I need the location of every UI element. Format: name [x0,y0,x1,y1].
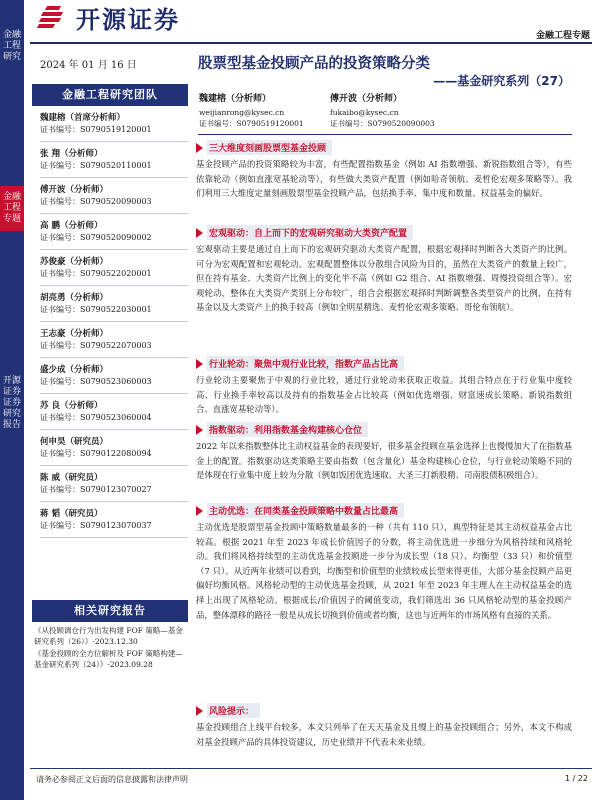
section-title: 三大维度刻画股票型基金投顾 [207,140,332,155]
author-name: 傅开波（分析师） [330,94,403,104]
analyst-cert: 证书编号：S0790519120001 [40,124,188,142]
bullet-triangle-icon [196,706,203,716]
analyst-name: 张 翔（分析师） [40,149,103,159]
team-heading: 金融工程研究团队 [32,84,188,106]
bullet-triangle-icon [196,228,203,238]
analyst-cert: 证书编号：S0790522020001 [40,268,188,286]
analyst-item [32,148,188,178]
author-email[interactable]: fukaibo@kysec.cn [330,108,399,117]
section-dimensions [196,140,572,201]
section-macro [196,225,572,315]
analyst-name: 何申昊（研究员） [40,437,109,447]
section-risk [196,703,572,749]
analyst-cert: 证书编号：S0790523060004 [40,412,188,430]
author-block [199,94,304,129]
analyst-cert: 证书编号：S0790122080094 [40,448,188,466]
section-industry [196,356,572,417]
bullet-triangle-icon [196,359,203,369]
analyst-panel [32,84,188,538]
author-name: 魏建榕（分析师） [199,94,272,104]
analyst-name: 盛少成（分析师） [40,365,109,375]
brand-logo [38,2,180,32]
bullet-triangle-icon [196,506,203,516]
analyst-name: 高 鹏（分析师） [40,221,103,231]
analyst-cert: 证书编号：S0790123070037 [40,520,188,538]
analyst-item [32,184,188,214]
logo-text: 开源证券 [76,5,180,34]
header-tag: 金融工程专题 [535,31,590,41]
analyst-name: 苏 良（分析师） [40,401,103,411]
author-email[interactable]: weijianrong@kysec.cn [199,108,285,117]
analyst-item [32,436,188,466]
section-body: 宏观驱动主要是通过自上而下的宏观研究驱动大类资产配置，根据宏观择时判断各大类资产的比例。可分为宏观配置和宏观轮动。宏观配置整体以分散组合风险为目的，虽然在大类资产的数量上较广，但在持有基金、大类资产比例上的变化半不高（例如 G2 组合、AI 指数增强、周慢投资组合等）。宏观轮动，整体在大类资产类别上分布较广，组合会根据宏观择时判断调整各类型资产的比例，在持有基金以及大类资产上的换手较高（例如全明星精选、麦哲伦宏观多策略、哥伦布领航）。 [196,244,572,313]
side-label-research: 金融工程研究 [2,30,21,62]
author-divider [198,134,572,135]
section-body: 基金投顾产品的投资策略较为丰富，有些配置指数基金（例如 AI 指数增强、新锐指数组合等），有些依靠轮动（例如直涨宽基轮动等），有些做大类资产配置（例如哈奇领航、麦哲伦宏观多策略等）。我们利用三大维度定量刻画股票型基金投顾产品，包括换手率、集中度和数量、权益基金的偏好。 [196,159,572,199]
side-label-topic: 金融工程专题 [0,186,24,231]
analyst-item [32,256,188,286]
analyst-item [32,364,188,394]
section-title: 宏观驱动：自上而下的宏观研究驱动大类资产配置 [207,225,413,240]
section-index [196,422,572,483]
logo-mark-icon [38,4,70,30]
analyst-name: 胡亮勇（分析师） [40,293,109,303]
section-body: 2022 年以来指数整体比主动权益基金的表现要好，很多基金投顾在基金选择上也慢慢加大了在指数基金上的配置。指数驱动这类策略主要由指数（包含量化）基金构建核心仓位，与行业轮动策略不同的是体现在行业集中度上较为分散（例如饭团优选速取、大圣三打新股精、司南股债积极组合）。 [196,441,572,481]
page-number: 1 / 22 [564,774,588,783]
section-body: 主动优选是股票型基金投顾中策略数量最多的一种（共有 110 只），典型特征是其主动权益基金占比较高。根据 2021 年至 2023 年成长价值因子的分数，将主动优选进一步细分为风格持续和风格轮动。我们将风格持续型的主动优选基金投顾进一步分为成长型（18 只）、均衡型（33 只）和价值型（7 只）。从近两年业绩可以看到，均衡型和价值型的业绩较成长型来得更佳，大部分基金投顾产品更偏好均衡风格。风格轮动型的主动优选基金投顾，从 2021 年至 2023 年主理人在主动权益基金的选择上出现了风格轮动。根据成长/价值因子的阈值变动，我们筛选出 36 只风格轮动型的基金投顾产品，整体漂移的路径一般是从成长切换到价值或者均衡，这也与近两年的市场风格有直接的关系。 [196,522,572,620]
analyst-cert: 证书编号：S0790520090003 [40,196,188,214]
analyst-name: 傅开波（分析师） [40,185,109,195]
report-subtitle: ——基金研究系列（27） [433,74,570,88]
section-title: 主动优选：在同类基金投顾策略中数量占比最高 [207,503,404,518]
analyst-name: 苏俊豪（分析师） [40,257,109,267]
related-list [34,626,188,672]
report-date: 2024 年 01 月 16 日 [40,60,137,71]
analyst-cert: 证书编号：S0790523060003 [40,376,188,394]
bullet-triangle-icon [196,425,203,435]
footer-divider [30,768,592,769]
analyst-cert: 证书编号：S0790522070003 [40,340,188,358]
analyst-item [32,328,188,358]
section-active [196,503,572,622]
author-cert: 证书编号：S0790520090003 [330,119,435,128]
analyst-item [32,220,188,250]
analyst-item [32,292,188,322]
section-title: 风险提示： [207,703,260,718]
analyst-item [32,112,188,142]
section-title: 行业轮动：聚焦中观行业比较，指数产品占比高 [207,356,404,371]
side-strip [0,0,24,800]
analyst-item [32,508,188,538]
analyst-name: 魏建榕（首席分析师） [40,113,126,123]
bullet-triangle-icon [196,143,203,153]
analyst-name: 陈 威（研究员） [40,473,103,483]
analyst-cert: 证书编号：S0790520090002 [40,232,188,250]
author-cert: 证书编号：S0790519120001 [199,119,304,128]
related-report-link[interactable]: 《基金投顾的全方位解析及 FOF 策略构建—基金研究系列（24）》-2023.09.28 [34,649,183,669]
analyst-cert: 证书编号：S0790520110001 [40,160,188,178]
analyst-name: 蒋 韬（研究员） [40,509,103,519]
analyst-cert: 证书编号：S0790123070027 [40,484,188,502]
related-heading: 相关研究报告 [32,600,188,622]
analyst-item [32,400,188,430]
analyst-cert: 证书编号：S0790522030001 [40,304,188,322]
related-report-link[interactable]: 《从投顾调仓行为出发构建 FOF 策略—基金研究系列（26）》-2023.12.30 [34,626,183,646]
analyst-name: 王志豪（分析师） [40,329,109,339]
section-title: 指数驱动：利用指数基金构建核心仓位 [207,422,368,437]
author-block [330,94,435,129]
footer-disclaimer: 请务必参阅正文后面的信息披露和法律声明 [36,775,188,784]
report-title: 股票型基金投顾产品的投资策略分类 [198,56,430,72]
header-divider [30,42,592,44]
section-body: 基金投顾组合上线平台较多，本文只列举了在天天基金及且慢上的基金投顾组合；另外，本文不构成对基金投顾产品的具体投资建议，历史业绩并不代表未来业绩。 [196,722,572,747]
section-body: 行业轮动主要聚焦于中观的行业比较，通过行业轮动来获取正收益。其组合特点在于行业集中度较高、行业换手率较高以及持有的指数基金占比较高（例如优选增强、财富速成长策略、新锐指数组合、直涨宽基轮动等）。 [196,375,572,415]
side-label-report: 开源证券 证券研究报告 [2,376,21,430]
analyst-item [32,472,188,502]
